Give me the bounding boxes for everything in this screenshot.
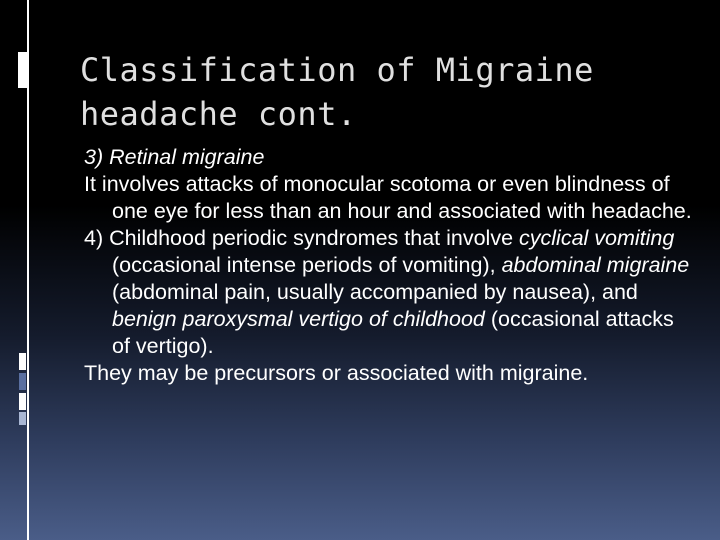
title-marker-block [18,52,29,88]
slide-title-line-1: Classification of Migraine [80,51,594,89]
benign-vertigo-term: benign paroxysmal vertigo of childhood [112,307,485,331]
accent-bar-white-2 [19,393,26,410]
slide-title [80,48,700,136]
paragraph-childhood-syndromes [84,225,694,360]
childhood-text-1: 4) Childhood periodic syndromes that involve [84,226,520,250]
accent-bar-blue [19,373,26,390]
childhood-text-2: (occasional intense periods of vomiting), [112,253,502,277]
paragraph-precursors: They may be precursors or associated with migraine. [84,361,589,385]
accent-bar-white-1 [19,353,26,370]
cyclical-vomiting-term: cyclical vomiting [519,226,675,250]
childhood-text-4: (occasional attacks of vertigo). [112,307,674,358]
abdominal-migraine-term: abdominal migraine [501,253,690,277]
paragraph-retinal-migraine [84,144,694,171]
slide-title-line-2: headache cont. [80,95,357,133]
accent-bar-light-blue [19,412,26,425]
paragraph-retinal-description: It involves attacks of monocular scotoma or even blindness of one eye for less than an hour and associated with headache. [84,172,692,223]
slide-body [84,144,694,387]
retinal-migraine-heading: 3) Retinal migraine [84,145,265,169]
childhood-text-3: (abdominal pain, usually accompanied by nausea), and [112,280,638,304]
